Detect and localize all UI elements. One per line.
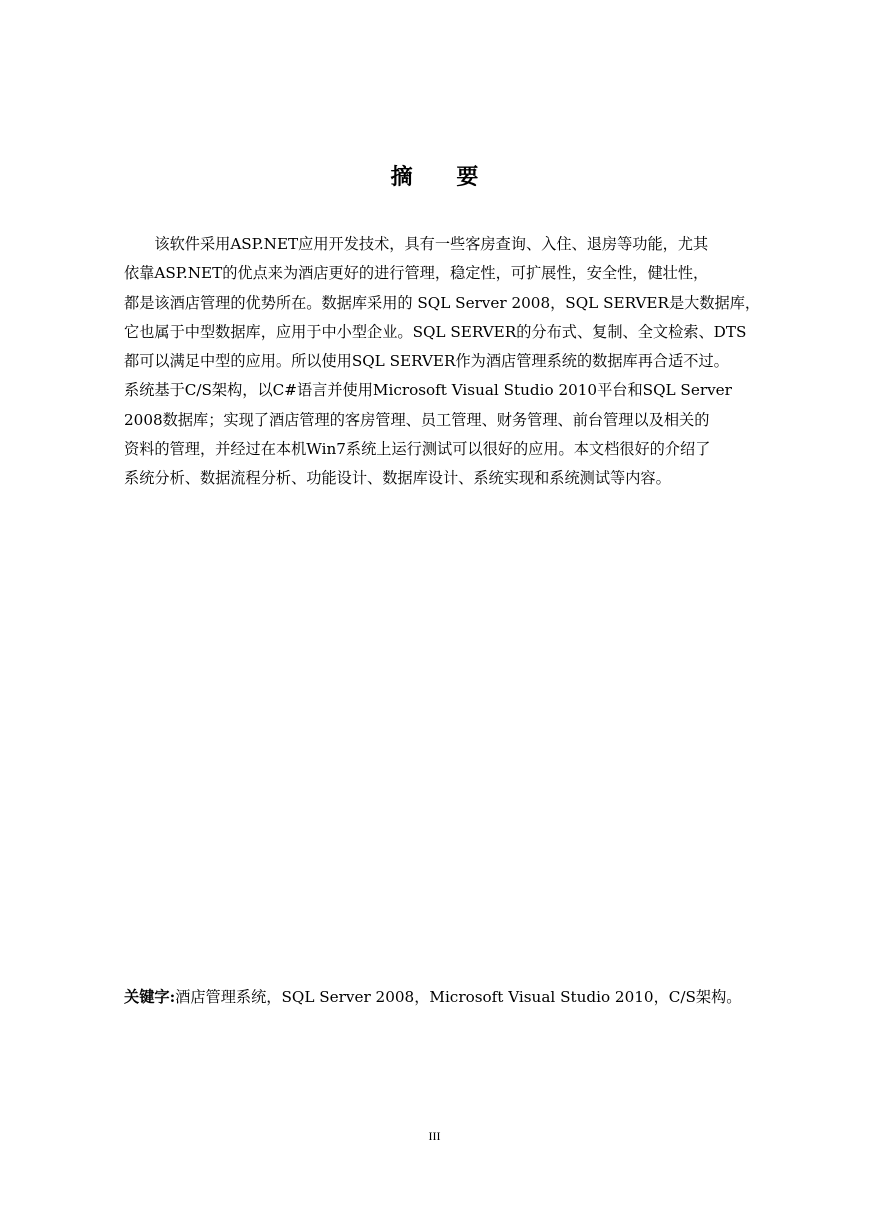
keywords-label: 关键字: <box>124 988 176 1006</box>
abstract-line: 资料的管理，并经过在本机Win7系统上运行测试可以很好的应用。本文档很好的介绍了 <box>124 440 711 459</box>
abstract-body <box>124 230 788 494</box>
abstract-line: 都可以满足中型的应用。所以使用SQL SERVER作为酒店管理系统的数据库再合适不过。 <box>124 352 729 371</box>
abstract-line: 都是该酒店管理的优势所在。数据库采用的 SQL Server 2008，SQL SERVER是大数据库， <box>124 293 761 312</box>
abstract-line: 系统基于C/S架构，以C#语言并使用Microsoft Visual Studio 2010平台和SQL Server <box>124 381 732 400</box>
abstract-line: 系统分析、数据流程分析、功能设计、数据库设计、系统实现和系统测试等内容。 <box>124 469 671 488</box>
abstract-line: 该软件采用ASP.NET应用开发技术，具有一些客房查询、入住、退房等功能，尤其 <box>124 235 709 253</box>
abstract-title: 摘 要 <box>390 164 497 190</box>
page-number: III <box>428 1129 441 1143</box>
keywords-text: 酒店管理系统，SQL Server 2008，Microsoft Visual Studio 2010，C/S架构。 <box>175 988 742 1006</box>
abstract-line: 依靠ASP.NET的优点来为酒店更好的进行管理，稳定性，可扩展性，安全性，健壮性， <box>124 264 709 283</box>
abstract-line: 2008数据库；实现了酒店管理的客房管理、员工管理、财务管理、前台管理以及相关的 <box>124 410 710 429</box>
keywords-line <box>124 983 824 1011</box>
abstract-line: 它也属于中型数据库，应用于中小型企业。SQL SERVER的分布式、复制、全文检索、DTS <box>124 322 747 341</box>
